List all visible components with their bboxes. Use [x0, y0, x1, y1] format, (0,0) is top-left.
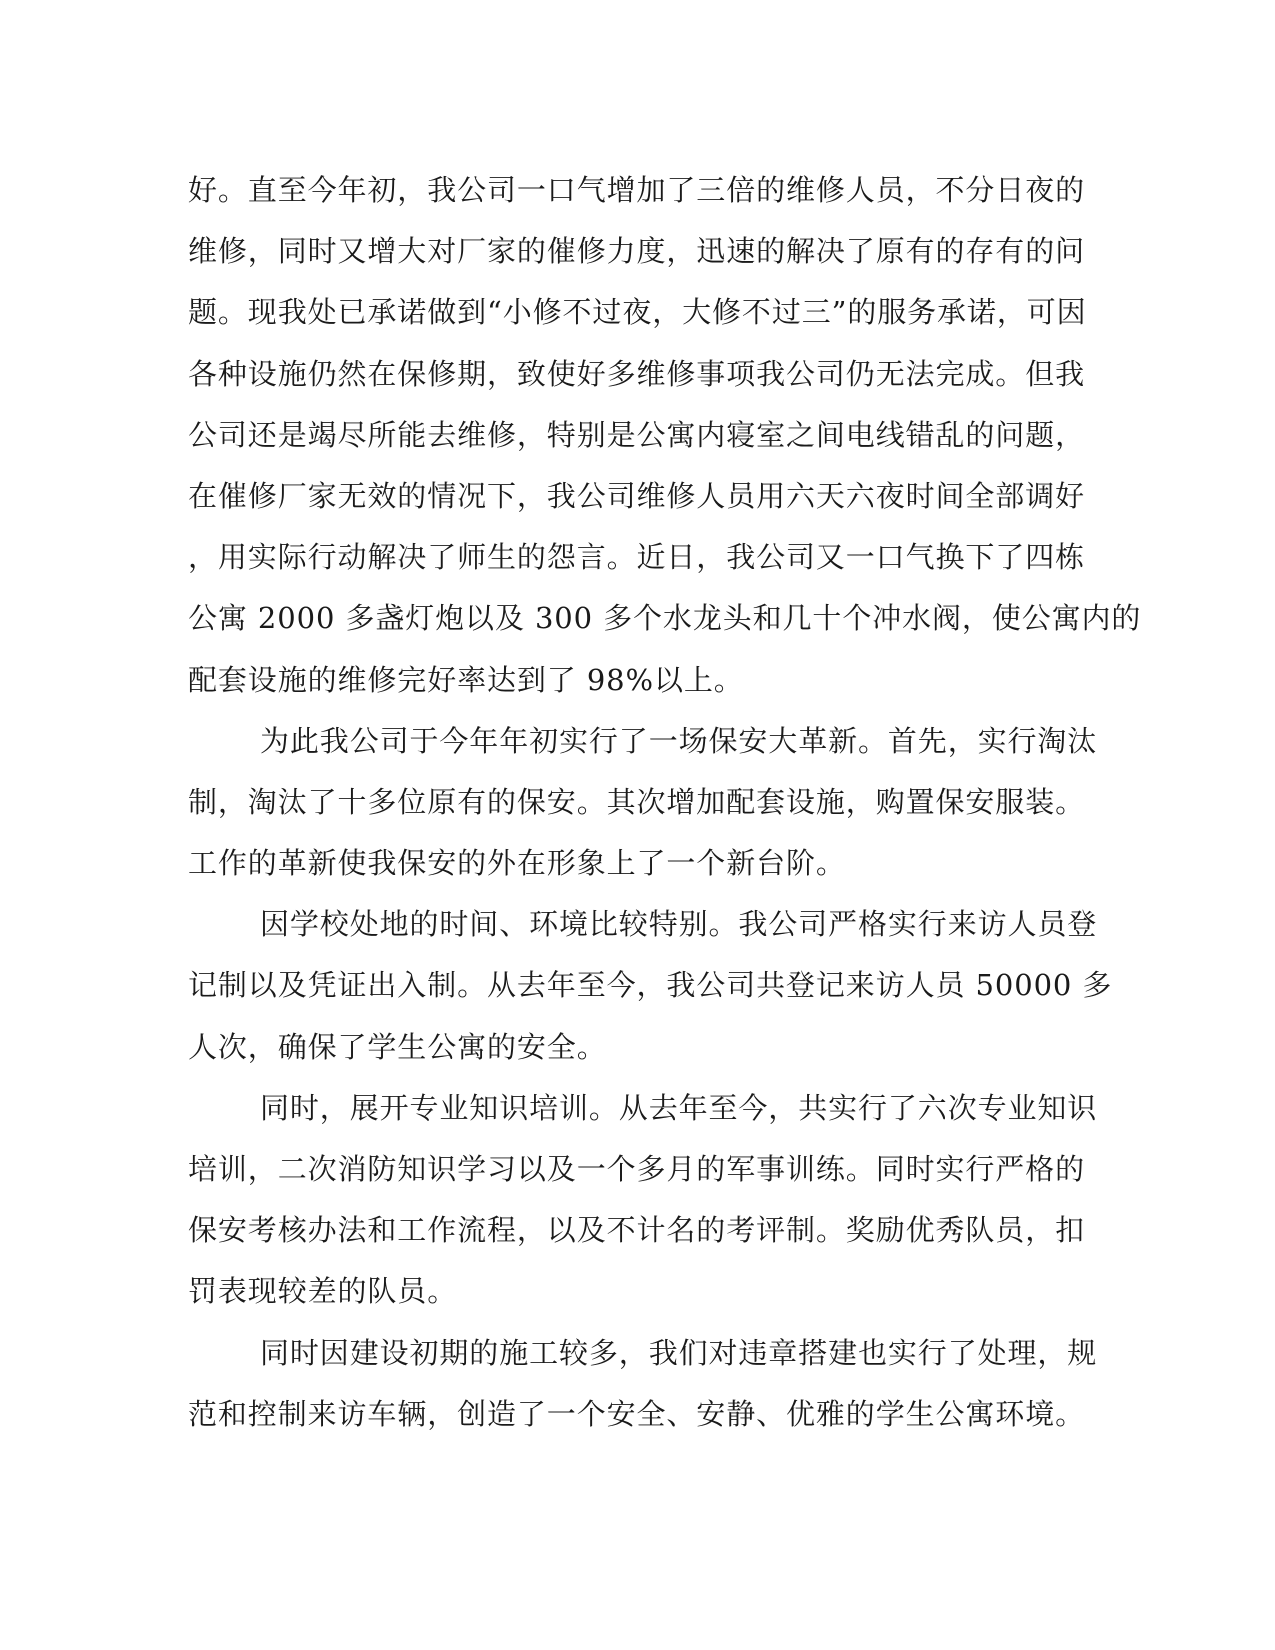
paragraph-first-line: 同时，展开专业知识培训。从去年至今，共实行了六次专业知识: [260, 1090, 1098, 1125]
document-body: [188, 160, 1142, 1445]
text-line: 公寓 2000 多盏灯炮以及 300 多个水龙头和几十个冲水阀，使公寓内的: [188, 601, 1142, 636]
text-line: 工作的革新使我保安的外在形象上了一个新台阶。: [188, 846, 846, 881]
paragraph-first-line: 同时因建设初期的施工较多，我们对违章搭建也实行了处理，规: [260, 1335, 1098, 1370]
text-line: 范和控制来访车辆，创造了一个安全、安静、优雅的学生公寓环境。: [188, 1396, 1086, 1431]
text-line: 人次，确保了学生公寓的安全。: [188, 1029, 607, 1064]
text-line: ，用实际行动解决了师生的怨言。近日，我公司又一口气换下了四栋: [188, 540, 1086, 575]
text-line: 在催修厂家无效的情况下，我公司维修人员用六天六夜时间全部调好: [188, 478, 1086, 513]
text-line: 配套设施的维修完好率达到了 98%以上。: [188, 662, 744, 697]
paragraph-first-line: 因学校处地的时间、环境比较特别。我公司严格实行来访人员登: [260, 907, 1098, 942]
text-line: 罚表现较差的队员。: [188, 1274, 458, 1309]
text-line: 制，淘汰了十多位原有的保安。其次增加配套设施，购置保安服装。: [188, 784, 1086, 819]
text-line: 题。现我处已承诺做到“小修不过夜，大修不过三”的服务承诺，可因: [188, 295, 1087, 330]
text-line: 维修，同时又增大对厂家的催修力度，迅速的解决了原有的存有的问: [188, 234, 1086, 269]
text-line: 记制以及凭证出入制。从去年至今，我公司共登记来访人员 50000 多: [188, 968, 1113, 1003]
text-line: 培训，二次消防知识学习以及一个多月的军事训练。同时实行严格的: [188, 1152, 1086, 1186]
paragraph-first-line: 为此我公司于今年年初实行了一场保安大革新。首先，实行淘汰: [260, 723, 1098, 758]
text-line: 公司还是竭尽所能去维修，特别是公寓内寝室之间电线错乱的问题，: [188, 417, 1086, 452]
text-line: 各种设施仍然在保修期，致使好多维修事项我公司仍无法完成。但我: [188, 356, 1086, 391]
text-line: 保安考核办法和工作流程，以及不计名的考评制。奖励优秀队员，扣: [188, 1213, 1086, 1248]
text-line: 好。直至今年初，我公司一口气增加了三倍的维修人员，不分日夜的: [188, 173, 1086, 207]
